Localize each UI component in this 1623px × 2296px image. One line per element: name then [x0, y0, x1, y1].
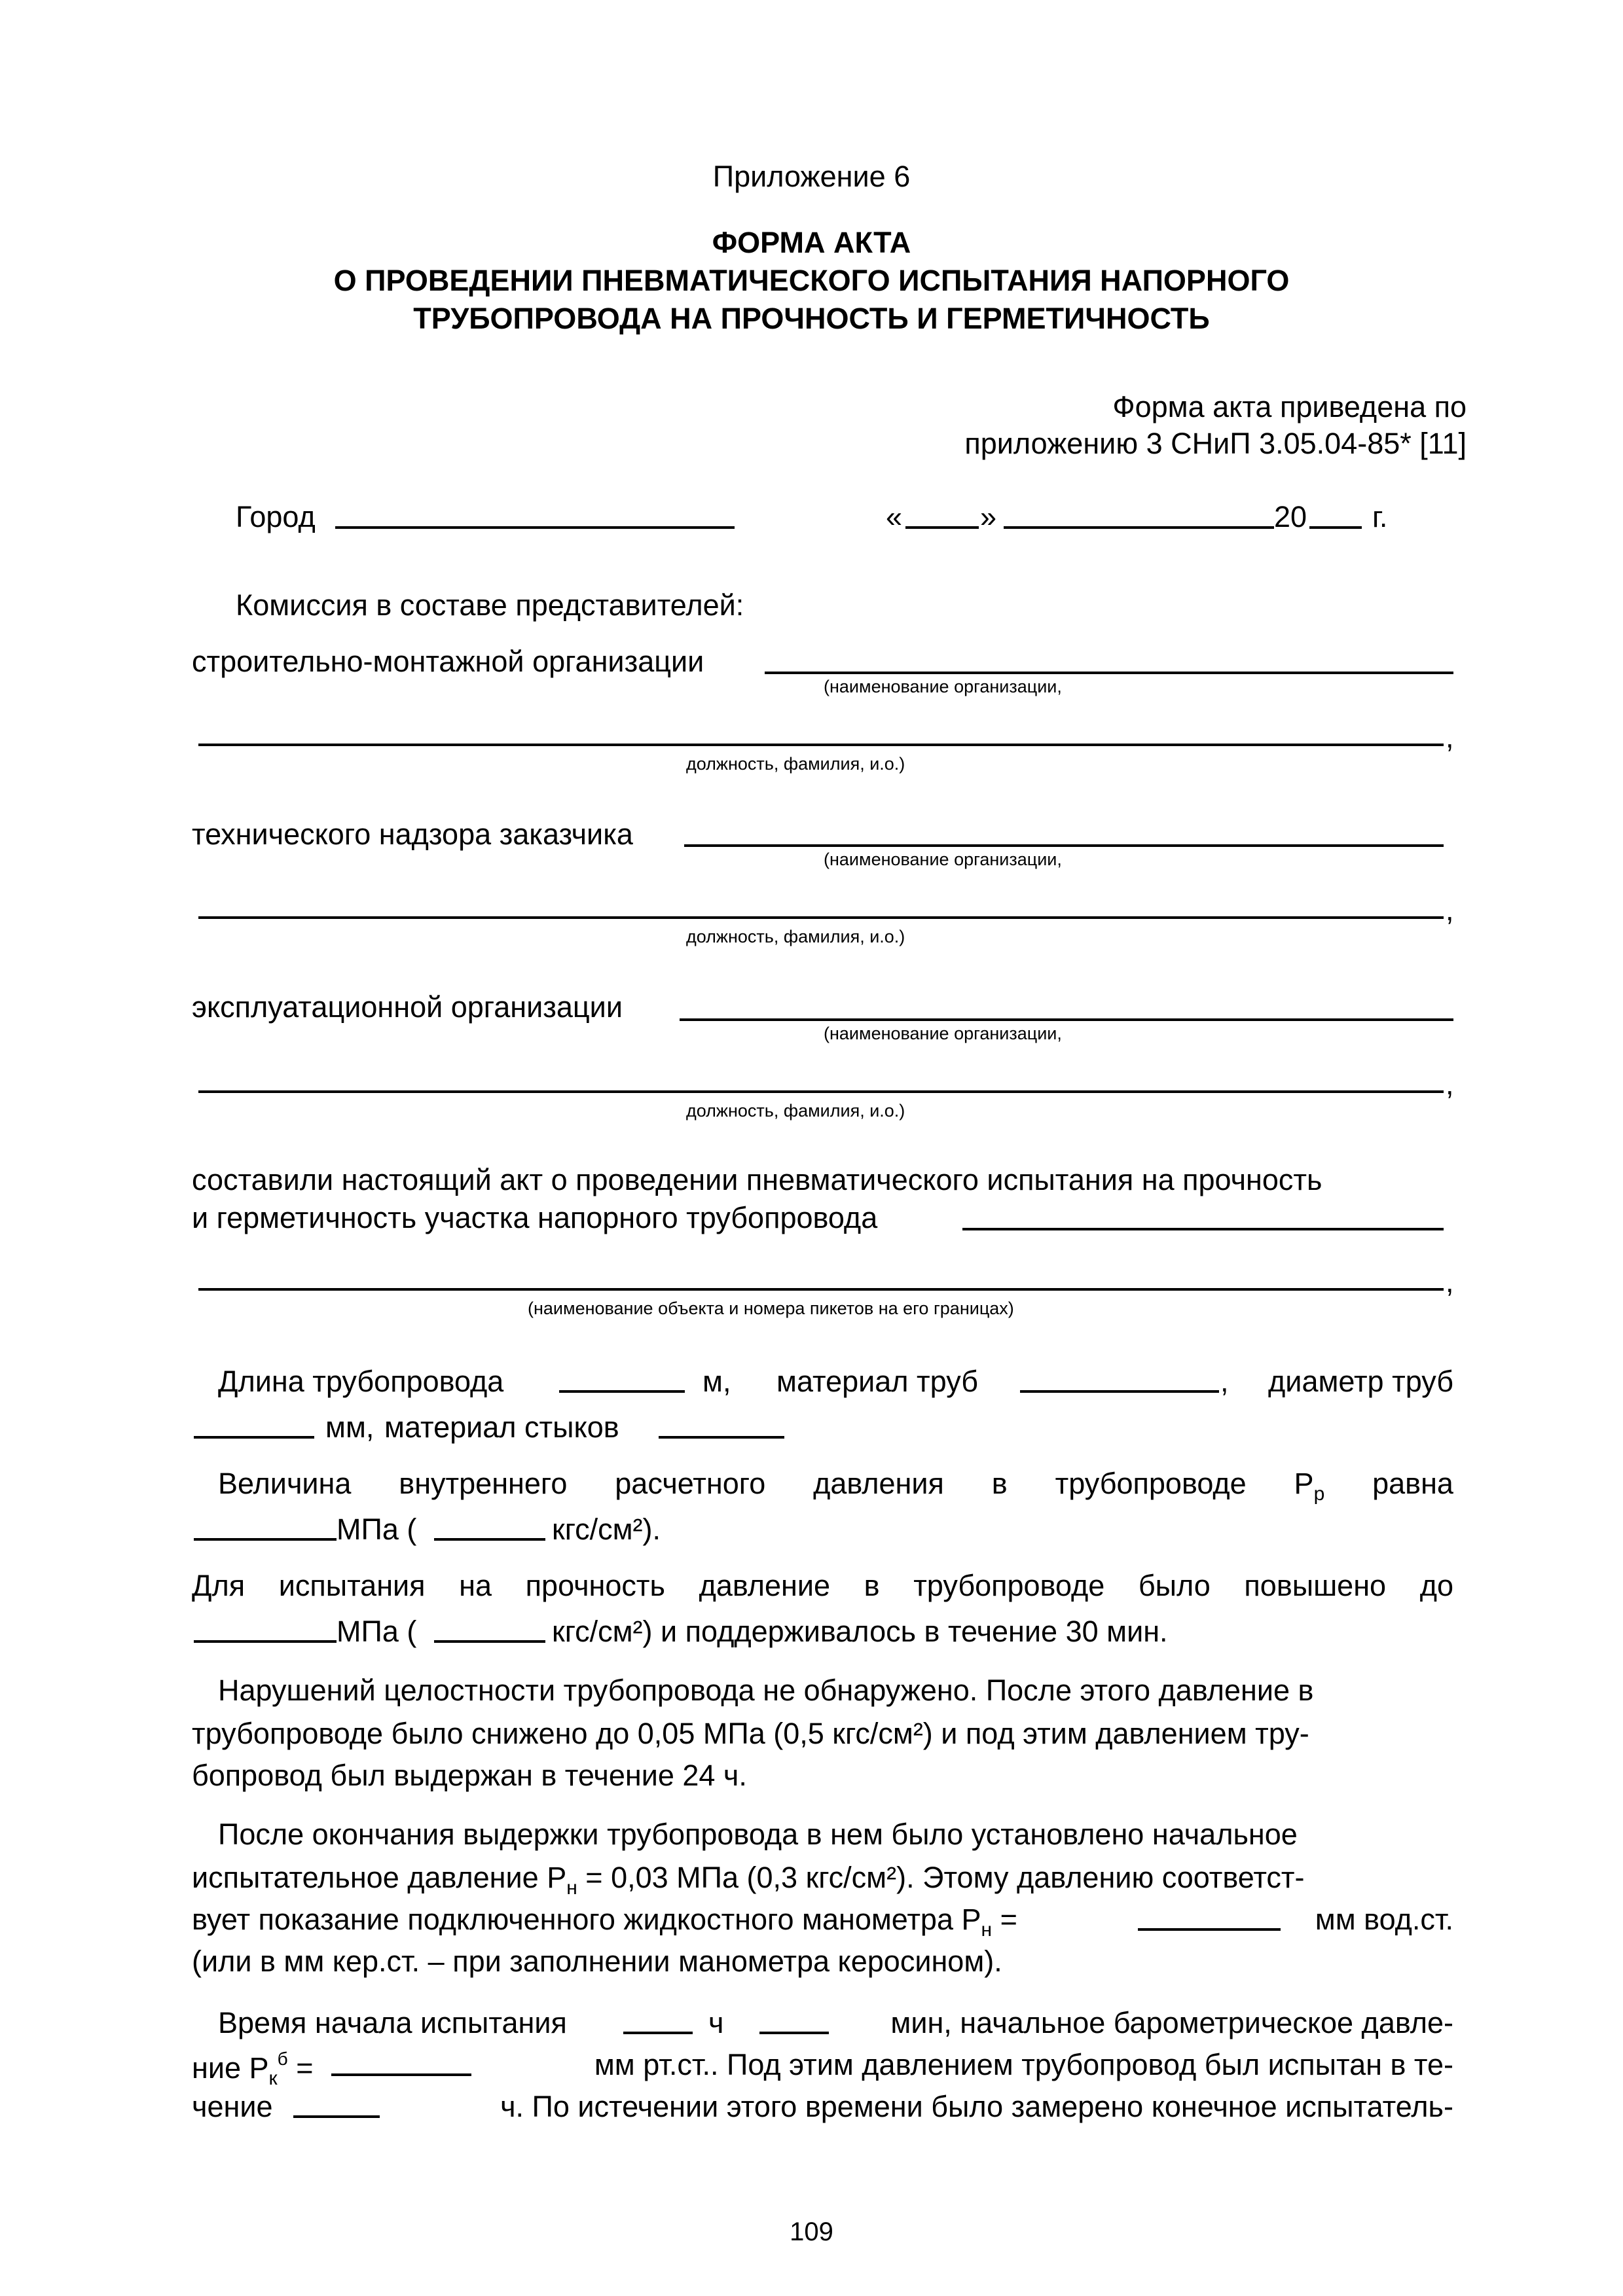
initial-pressure-line-4: (или в мм кер.ст. – при заполнении манометра керосином).: [192, 1945, 1002, 1978]
pipe-material-label: материал труб: [776, 1365, 978, 1398]
org3-name-hint: (наименование организации,: [824, 1024, 1062, 1043]
object-name-field[interactable]: [198, 1288, 1444, 1291]
strength-word-4: прочность: [525, 1569, 665, 1602]
pressure-word-1: Величина: [218, 1467, 352, 1500]
strength-pressure-mpa-label: МПа (: [337, 1615, 417, 1648]
pressure-word-8: равна: [1372, 1467, 1453, 1500]
design-pressure-kgf-field[interactable]: [434, 1538, 545, 1541]
diameter-label: диаметр труб: [1268, 1365, 1453, 1398]
strength-test-rest: кгс/см²) и поддерживалось в течение 30 мин.: [552, 1615, 1168, 1648]
org2-person-field[interactable]: [198, 916, 1444, 919]
pressure-word-5: в: [991, 1467, 1008, 1500]
day-field[interactable]: [905, 526, 979, 529]
design-pressure-mpa-label: МПа (: [337, 1513, 417, 1546]
strength-test-line: [192, 1571, 1453, 1600]
no-violations-line-1: Нарушений целостности трубопровода не обнаружено. После этого давление в: [218, 1674, 1314, 1707]
diameter-field[interactable]: [194, 1436, 314, 1439]
start-hours-unit: ч: [708, 2006, 724, 2039]
strength-word-8: было: [1138, 1569, 1211, 1602]
start-time-rest: мин, начальное барометрическое давле-: [890, 2006, 1453, 2039]
start-minutes-field[interactable]: [759, 2032, 829, 2034]
form-title-line-3: ТРУБОПРОВОДА НА ПРОЧНОСТЬ И ГЕРМЕТИЧНОСТЬ: [413, 302, 1210, 335]
org3-comma: ,: [1446, 1067, 1454, 1101]
strength-word-7: трубопроводе: [913, 1569, 1105, 1602]
act-line-2: и герметичность участка напорного трубопровода: [192, 1201, 878, 1234]
strength-word-3: на: [459, 1569, 492, 1602]
pressure-word-4: давления: [813, 1467, 944, 1500]
no-violations-line-2: трубопроводе было снижено до 0,05 МПа (0,5 кгс/см²) и под этим давлением тру-: [192, 1717, 1309, 1750]
pipe-material-field[interactable]: [1020, 1390, 1219, 1393]
duration-rest: ч. По истечении этого времени было замерено конечное испытатель-: [500, 2090, 1453, 2123]
org1-label: строительно-монтажной организации: [192, 645, 704, 678]
commission-intro: Комиссия в составе представителей:: [236, 588, 744, 622]
initial-pressure-line-2: испытательное давление $P_н = 0,03$ МПа (0,3 кгс/см²). Этому давлению соответст-: [192, 1861, 1305, 1899]
source-note-line-2: приложению 3 СНиП 3.05.04-85* [11]: [964, 427, 1467, 460]
design-pressure-kgf-label: кгс/см²).: [552, 1513, 661, 1546]
act-line-1: составили настоящий акт о проведении пневматического испытания на прочность: [192, 1163, 1322, 1196]
city-label: Город: [236, 500, 316, 533]
manometer-unit: мм вод.ст.: [1315, 1903, 1453, 1936]
joints-material-label: материал стыков: [384, 1410, 619, 1444]
page-number: 109: [790, 2217, 833, 2246]
length-unit: м,: [702, 1365, 731, 1398]
org3-person-field[interactable]: [198, 1090, 1444, 1093]
duration-label: чение: [192, 2090, 273, 2123]
start-hours-field[interactable]: [623, 2032, 693, 2034]
object-name-hint: (наименование объекта и номера пикетов на его границах): [528, 1299, 1014, 1318]
manometer-reading-field[interactable]: [1138, 1928, 1281, 1931]
start-time-label: Время начала испытания: [218, 2006, 567, 2039]
barometric-pressure-label: ние $P_к^б$ =: [192, 2049, 314, 2089]
design-pressure-mpa-field[interactable]: [194, 1538, 337, 1541]
year-suffix: г.: [1372, 500, 1388, 533]
year-field[interactable]: [1309, 526, 1362, 529]
pressure-word-6: трубопроводе: [1055, 1467, 1247, 1500]
duration-hours-field[interactable]: [293, 2115, 380, 2118]
org1-name-field[interactable]: [765, 672, 1453, 674]
barometric-pressure-field[interactable]: [331, 2073, 471, 2076]
joints-material-field[interactable]: [659, 1436, 784, 1439]
org1-person-field[interactable]: [198, 744, 1444, 746]
org2-comma: ,: [1446, 893, 1454, 927]
appendix-label: Приложение 6: [712, 160, 911, 193]
year-prefix: 20: [1274, 500, 1307, 533]
strength-word-6: в: [864, 1569, 880, 1602]
manometer-reading-text: вует показание подключенного жидкостного манометра $P_н$ =: [192, 1903, 1017, 1941]
object-comma: ,: [1446, 1265, 1454, 1299]
barometric-pressure-rest: мм рт.ст.. Под этим давлением трубопровод был испытан в те-: [594, 2048, 1453, 2081]
source-note-line-1: Форма акта приведена по: [1112, 390, 1467, 423]
org2-name-field[interactable]: [684, 844, 1444, 847]
pressure-word-3: расчетного: [615, 1467, 766, 1500]
date-quote-close: »: [980, 500, 997, 533]
pressure-word-2: внутреннего: [399, 1467, 568, 1500]
month-field[interactable]: [1004, 526, 1274, 529]
city-field[interactable]: [335, 526, 735, 529]
strength-pressure-mpa-field[interactable]: [194, 1640, 337, 1643]
design-pressure-line: [218, 1469, 1453, 1504]
org2-name-hint: (наименование организации,: [824, 850, 1062, 869]
pipeline-section-field[interactable]: [962, 1228, 1444, 1230]
strength-word-9: повышено: [1244, 1569, 1387, 1602]
org1-comma: ,: [1446, 721, 1454, 754]
length-label: Длина трубопровода: [218, 1365, 504, 1398]
strength-pressure-kgf-field[interactable]: [434, 1640, 545, 1643]
strength-word-5: давление: [699, 1569, 831, 1602]
date-quote-open: «: [886, 500, 903, 533]
pipe-material-comma: ,: [1220, 1365, 1229, 1398]
org2-label: технического надзора заказчика: [192, 817, 633, 851]
form-title-line-2: О ПРОВЕДЕНИИ ПНЕВМАТИЧЕСКОГО ИСПЫТАНИЯ НАПОРНОГО: [333, 264, 1290, 297]
org2-person-hint: должность, фамилия, и.о.): [686, 927, 905, 946]
strength-word-10: до: [1419, 1569, 1453, 1602]
pressure-symbol: $P_р$: [1294, 1467, 1325, 1505]
org1-person-hint: должность, фамилия, и.о.): [686, 754, 905, 774]
org3-label: эксплуатационной организации: [192, 990, 623, 1024]
org3-person-hint: должность, фамилия, и.о.): [686, 1101, 905, 1121]
strength-word-2: испытания: [278, 1569, 426, 1602]
org3-name-field[interactable]: [680, 1018, 1453, 1021]
length-field[interactable]: [559, 1390, 685, 1393]
no-violations-line-3: бопровод был выдержан в течение 24 ч.: [192, 1759, 747, 1792]
diameter-unit: мм,: [325, 1410, 374, 1444]
org1-name-hint: (наименование организации,: [824, 677, 1062, 696]
strength-word-1: Для: [192, 1569, 246, 1602]
form-title-line-1: ФОРМА АКТА: [712, 226, 911, 259]
initial-pressure-line-1: После окончания выдержки трубопровода в нем было установлено начальное: [218, 1818, 1298, 1851]
